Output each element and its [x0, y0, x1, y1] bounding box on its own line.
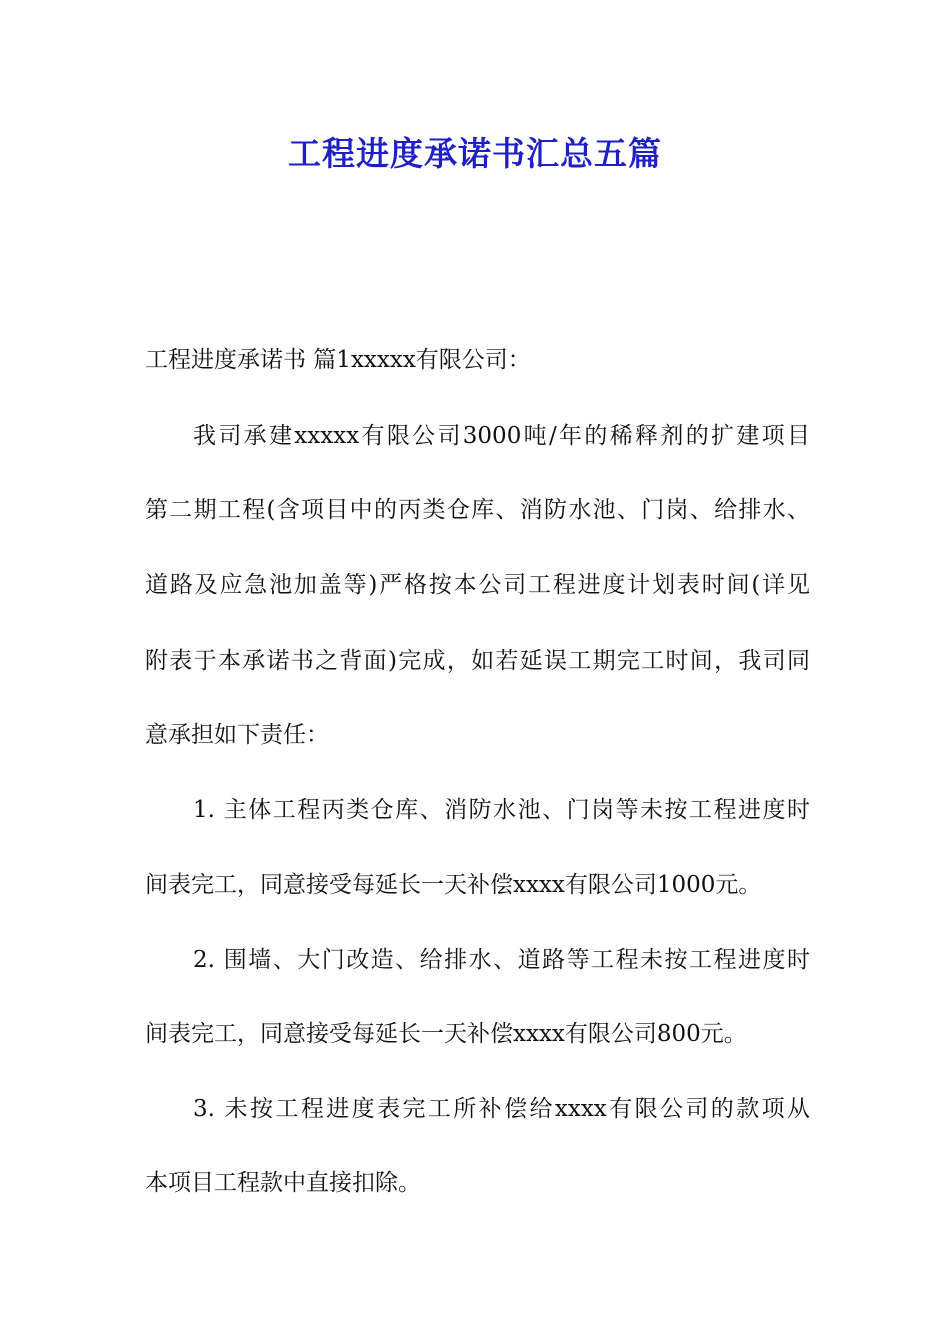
list-item-line: 本项目工程款中直接扣除。	[145, 1170, 421, 1196]
document-title: 工程进度承诺书汇总五篇	[288, 134, 662, 173]
list-item-line: 间表完工，同意接受每延长一天补偿xxxx有限公司800元。	[145, 1021, 747, 1047]
paragraph-line: 我司承建xxxxx有限公司3000吨/年的稀释剂的扩建项目	[193, 423, 810, 449]
paragraph-line: 意承担如下责任：	[145, 722, 329, 748]
list-item-line: 间表完工，同意接受每延长一天补偿xxxx有限公司1000元。	[145, 872, 762, 898]
list-item-line: 1. 主体工程丙类仓库、消防水池、门岗等未按工程进度时	[193, 797, 810, 823]
heading-line: 工程进度承诺书 篇1xxxxx有限公司：	[145, 347, 531, 373]
list-item-line: 2. 围墙、大门改造、给排水、道路等工程未按工程进度时	[193, 947, 810, 973]
paragraph-line: 附表于本承诺书之背面)完成，如若延误工期完工时间，我司同	[145, 648, 810, 674]
paragraph-line: 道路及应急池加盖等)严格按本公司工程进度计划表时间(详见	[145, 572, 810, 598]
paragraph-line: 第二期工程(含项目中的丙类仓库、消防水池、门岗、给排水、	[145, 497, 810, 523]
list-item-line: 3. 未按工程进度表完工所补偿给xxxx有限公司的款项从	[193, 1096, 810, 1122]
